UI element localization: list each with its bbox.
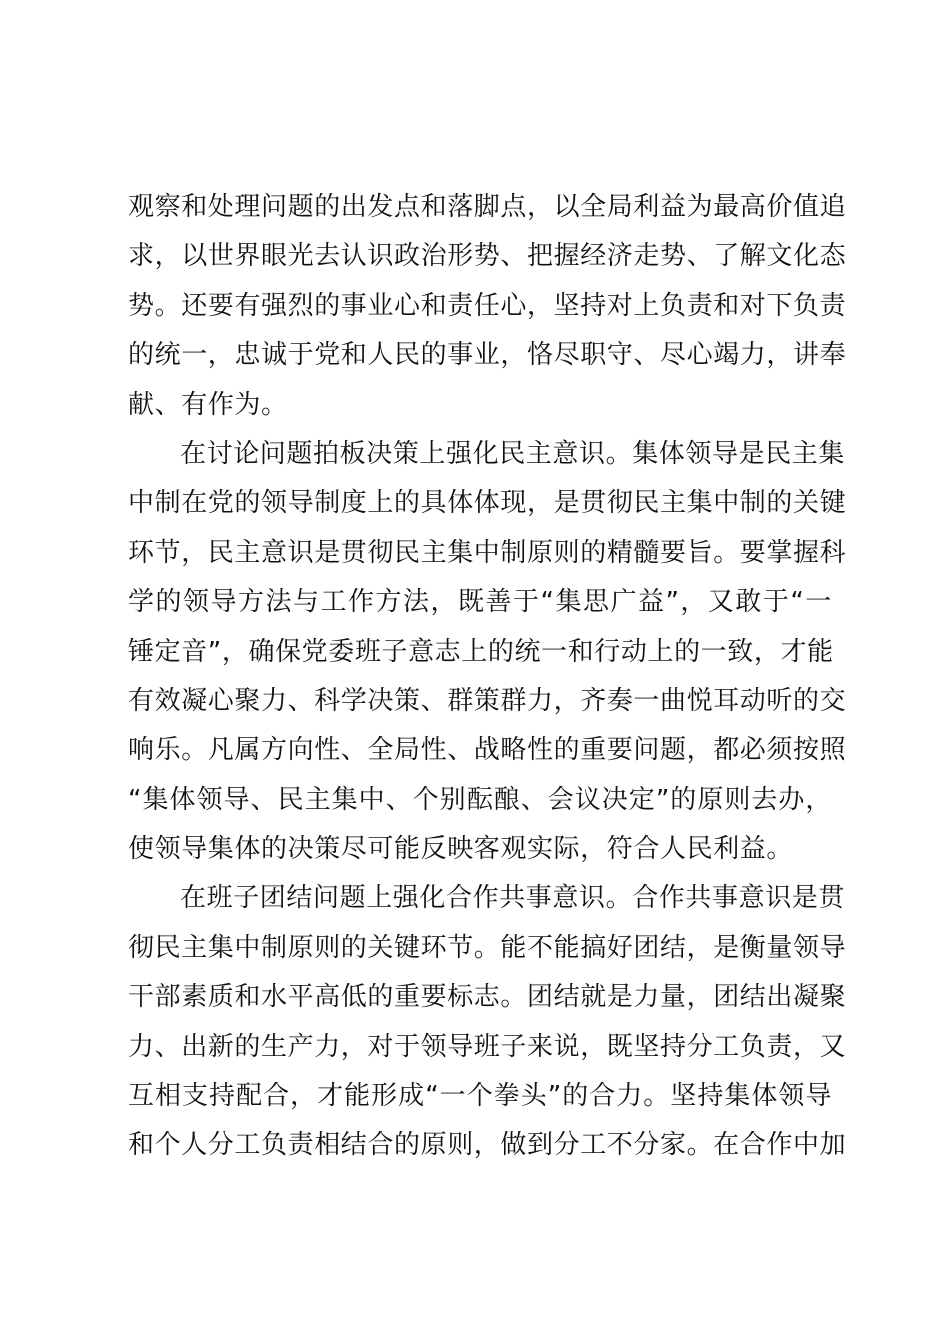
text-line: 干部素质和水平高低的重要标志。团结就是力量，团结出凝聚 (128, 982, 847, 1013)
text-line: 彻民主集中制原则的关键环节。能不能搞好团结，是衡量领导 (128, 932, 847, 963)
text-line: 锤定音”，确保党委班子意志上的统一和行动上的一致，才能 (128, 636, 834, 667)
text-line: 观察和处理问题的出发点和落脚点，以全局利益为最高价值追 (128, 192, 847, 222)
body-text (128, 183, 847, 1171)
text-line: 响乐。凡属方向性、全局性、战略性的重要问题，都必须按照 (128, 735, 847, 766)
text-line: 和个人分工负责相结合的原则，做到分工不分家。在合作中加 (128, 1130, 847, 1161)
text-line: 环节，民主意识是贯彻民主集中制原则的精髓要旨。要掌握科 (128, 537, 847, 568)
text-line: 使领导集体的决策尽可能反映客观实际，符合人民利益。 (128, 834, 794, 865)
paragraph-first-line: 在讨论问题拍板决策上强化民主意识。集体领导是民主集 (180, 438, 846, 469)
text-line: “集体领导、民主集中、个别酝酿、会议决定”的原则去办， (128, 784, 832, 815)
text-line: 势。还要有强烈的事业心和责任心，坚持对上负责和对下负责 (128, 290, 847, 321)
text-line: 中制在党的领导制度上的具体体现，是贯彻民主集中制的关键 (128, 488, 847, 519)
text-line: 求，以世界眼光去认识政治形势、把握经济走势、了解文化态 (128, 241, 847, 272)
text-line: 学的领导方法与工作方法，既善于“集思广益”，又敢于“一 (128, 587, 832, 618)
paragraph-first-line: 在班子团结问题上强化合作共事意识。合作共事意识是贯 (180, 883, 846, 914)
text-line: 互相支持配合，才能形成“一个拳头”的合力。坚持集体领导 (128, 1081, 832, 1112)
text-line: 力、出新的生产力，对于领导班子来说，既坚持分工负责，又 (128, 1031, 847, 1062)
text-line: 献、有作为。 (128, 389, 288, 420)
text-line: 有效凝心聚力、科学决策、群策群力，齐奏一曲悦耳动听的交 (128, 685, 847, 716)
text-line: 的统一，忠诚于党和人民的事业，恪尽职守、尽心竭力，讲奉 (128, 340, 847, 371)
